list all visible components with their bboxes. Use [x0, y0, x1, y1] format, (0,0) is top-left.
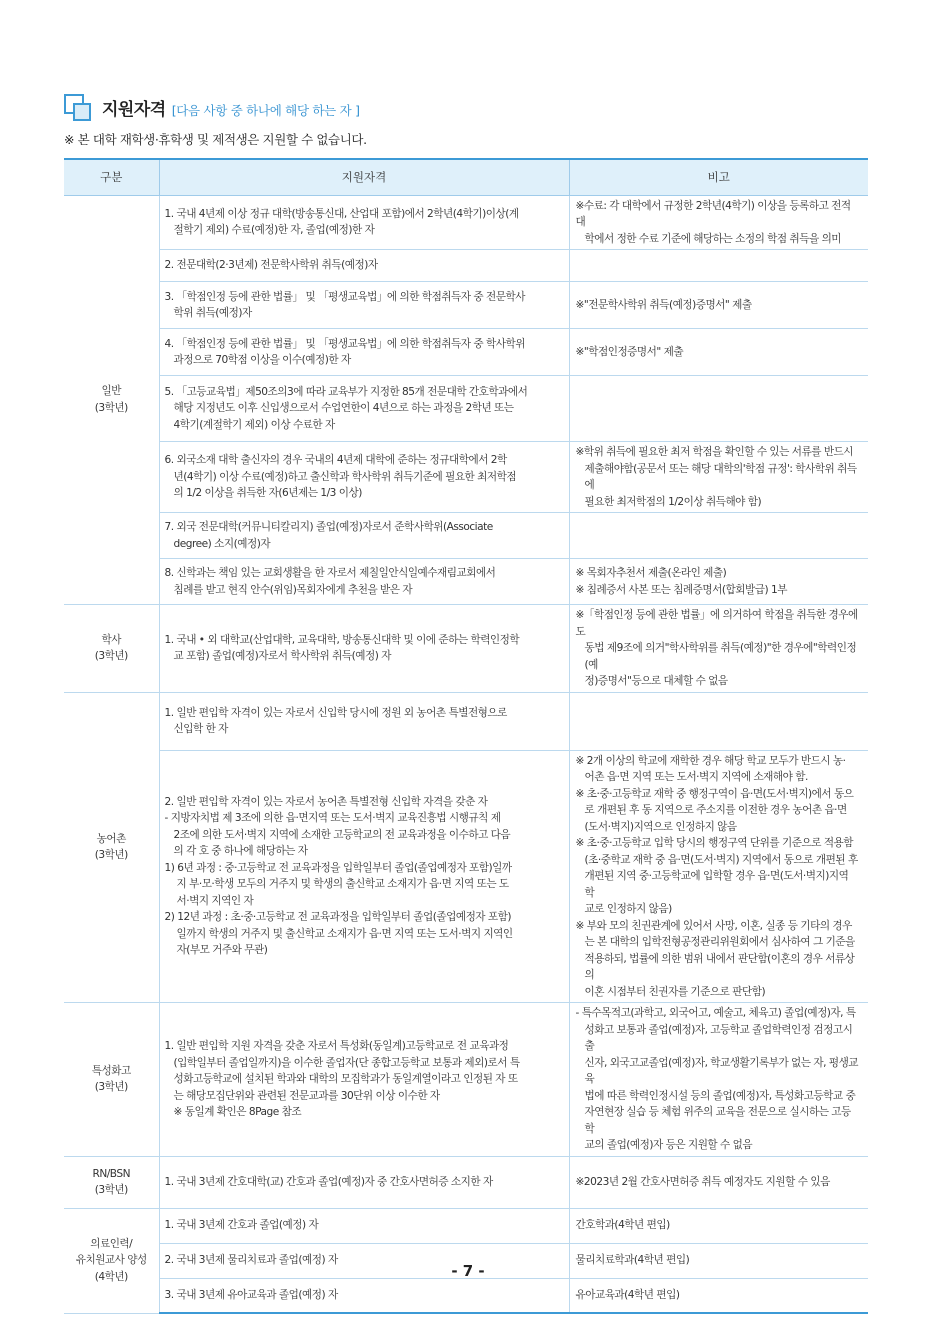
remark-cell — [569, 1156, 868, 1208]
qualification-text: 1. 일반 편입학 자격이 있는 자로서 신입학 당시에 정원 외 농어촌 특별전형으로 — [164, 706, 507, 719]
remark-text: (초·중학교 재학 중 읍·면(도서·벽지) 지역에서 동으로 개편된 후 — [584, 853, 858, 866]
remark-text: 간호학과(4학년 편입) — [575, 1219, 670, 1232]
category-cell — [64, 1156, 159, 1208]
table-row — [64, 282, 868, 329]
qualification-text: 절학기 제외) 수료(예정)한 자, 졸업(예정)한 자 — [173, 224, 375, 237]
remark-text: ※"전문학사학위 취득(예정)증명서" 제출 — [575, 298, 752, 311]
section-square-icon — [64, 94, 94, 122]
category-label: 일반 — [101, 385, 121, 398]
remark-text: 자연현장 실습 등 체험 위주의 교육을 전문으로 실시하는 고등학 — [584, 1106, 851, 1135]
remark-text: (도서·벽지)지역으로 인정하지 않음 — [584, 820, 737, 833]
qualification-text: 3. 국내 3년제 유아교육과 졸업(예정) 자 — [164, 1289, 338, 1301]
qualification-text: 교 포함) 졸업(예정)자로서 학사학위 취득(예정) 자 — [173, 650, 391, 663]
table-row — [64, 559, 868, 605]
remark-text: 필요한 최저학점의 1/2이상 취득해야 함) — [584, 495, 762, 508]
remark-text: 제출해야함(공문서 또는 해당 대학의'학점 규정': 학사학위 취득에 — [584, 462, 857, 491]
remark-text: ※ 초·중·고등학교 입학 당시의 행정구역 단위를 기준으로 적용함 — [575, 837, 854, 849]
qualification-text: 5. 「고등교육법」제50조의3에 따라 교육부가 지정한 85개 전문대학 간호학과에서 — [164, 385, 528, 398]
remark-cell — [569, 376, 868, 442]
remark-cell — [569, 329, 868, 376]
qualification-cell — [159, 250, 569, 282]
table-row — [64, 195, 868, 250]
table-row — [64, 1208, 868, 1243]
qualification-text: 4학기(계절학기 제외) 이상 수료한 자 — [173, 418, 335, 431]
remark-text: 정)증명서"등으로 대체할 수 없음 — [584, 675, 728, 687]
qualification-text: 지 부·모·학생 모두의 거주지 및 학생의 출신학교 소재지가 읍·면 지역 또는 도 — [176, 878, 509, 891]
qualification-text: 성화고등학교에 설치된 학과와 대학의 모집학과가 동일계열이라고 인정된 자 또 — [173, 1073, 518, 1085]
qualification-text: 침례를 받고 현직 안수(위임)목회자에게 추천을 받은 자 — [173, 583, 413, 596]
table-row — [64, 1003, 868, 1157]
remark-cell — [569, 692, 868, 750]
category-label: 유치원교사 양성 — [75, 1254, 147, 1267]
qualification-text: 3. 「학점인정 등에 관한 법률」 및 「평생교육법」에 의한 학점취득자 중 전문학사 — [164, 290, 525, 303]
qualification-text: 학위 취득(예정)자 — [173, 307, 252, 319]
table-row — [64, 692, 868, 750]
notice-text: ※ 본 대학 재학생·휴학생 및 제적생은 지원할 수 없습니다. — [64, 132, 367, 147]
remark-text: - 특수목적고(과학고, 외국어고, 예술고, 체육고) 졸업(예정)자, 특 — [575, 1007, 856, 1019]
remark-text: ※ 2개 이상의 학교에 재학한 경우 해당 학교 모두가 반드시 농· — [575, 754, 846, 767]
qualification-text: 1. 일반 편입학 지원 자격을 갖춘 자로서 특성화(동일계)고등학교로 전 교육과정 — [164, 1040, 509, 1052]
remark-cell — [569, 605, 868, 693]
remark-cell — [569, 513, 868, 559]
category-label: RN/BSN — [92, 1167, 131, 1180]
remark-text: 성화고 보통과 졸업(예정)자, 고등학교 졸업학력인정 검정고시출 — [584, 1023, 853, 1052]
remark-text: ※2023년 2월 간호사면허증 취득 예정자도 지원할 수 있음 — [575, 1175, 830, 1188]
header-category: 구분 — [64, 159, 159, 195]
qualification-text: 1. 국내 • 외 대학교(산업대학, 교육대학, 방송통신대학 및 이에 준하는 학력인정학 — [164, 633, 520, 646]
remark-cell — [569, 1208, 868, 1243]
qualification-text: 과정으로 70학점 이상을 이수(예정)한 자 — [173, 354, 351, 366]
remark-text: ※「학점인정 등에 관한 법률」에 의거하여 학점을 취득한 경우에도 — [575, 609, 858, 638]
qualification-cell — [159, 329, 569, 376]
qualification-text: 의 1/2 이상을 취득한 자(6년제는 1/3 이상) — [173, 487, 362, 500]
qualification-text: 1. 국내 3년제 간호과 졸업(예정) 자 — [164, 1219, 319, 1232]
remark-text: 로 개편된 후 동 지역으로 주소지를 이전한 경우 농어촌 읍·면 — [584, 804, 847, 816]
remark-text: 유아교육과(4학년 편입) — [575, 1289, 680, 1301]
qualification-cell — [159, 376, 569, 442]
header-qualification: 지원자격 — [159, 159, 569, 195]
qualification-text: degree) 소지(예정)자 — [173, 537, 271, 550]
remark-text: ※학위 취득에 필요한 최저 학점을 확인할 수 있는 서류를 반드시 — [575, 446, 854, 458]
remark-cell — [569, 442, 868, 513]
remark-cell — [569, 1278, 868, 1313]
category-label: 의료인력/ — [90, 1237, 133, 1250]
header-remarks: 비고 — [569, 159, 868, 195]
qualification-text: 일까지 학생의 거주지 및 출신학교 소재지가 읍·면 지역 또는 도서·벽지 지역인 — [176, 927, 513, 940]
category-label: (3학년) — [94, 401, 128, 414]
category-label: 학사 — [101, 633, 121, 646]
qualification-text: 7. 외국 전문대학(커뮤니티칼리지) 졸업(예정)자로서 준학사학위(Associate — [164, 521, 493, 533]
remark-text: ※ 부와 모의 친권관계에 있어서 사망, 이혼, 실종 등 기타의 경우 — [575, 919, 852, 932]
eligibility-table — [64, 158, 868, 1314]
category-label: 농어촌 — [96, 832, 126, 845]
remark-cell — [569, 1003, 868, 1157]
category-cell — [64, 1208, 159, 1313]
remark-text: 신자, 외국고교졸업(예정)자, 학교생활기록부가 없는 자, 평생교육 — [584, 1056, 859, 1085]
table-row — [64, 376, 868, 442]
remark-text: 이혼 시점부터 친권자를 기준으로 판단함) — [584, 985, 766, 998]
qualification-text: 서·벽지 지역인 자 — [176, 894, 254, 907]
remark-text: 학에서 정한 수료 기준에 해당하는 소정의 학점 취득을 의미 — [584, 232, 842, 245]
section-subtitle: [다음 사항 중 하나에 해당 하는 자 ] — [171, 103, 360, 118]
remark-text: 동법 제9조에 의거"학사학위를 취득(예정)"한 경우에"학력인정(예 — [584, 642, 857, 671]
qualification-cell — [159, 282, 569, 329]
table-row — [64, 605, 868, 693]
qualification-cell — [159, 1208, 569, 1243]
qualification-cell — [159, 692, 569, 750]
remark-text: 개편된 지역 중·고등학교에 입학할 경우 읍·면(도서·벽지)지역 학 — [584, 870, 849, 899]
qualification-text: 6. 외국소재 대학 출신자의 경우 국내의 4년제 대학에 준하는 정규대학에서 2학 — [164, 454, 507, 467]
category-cell — [64, 1003, 159, 1157]
table-row — [64, 750, 868, 1003]
remark-cell — [569, 250, 868, 282]
category-label: (3학년) — [94, 1081, 128, 1094]
table-header-row — [64, 159, 868, 195]
qualification-cell — [159, 559, 569, 605]
category-label: (3학년) — [94, 650, 128, 663]
qualification-text: 8. 신학과는 책임 있는 교회생활을 한 자로서 제칠일안식일예수재림교회에서 — [164, 567, 496, 579]
remark-cell — [569, 282, 868, 329]
remark-text: ※ 초·중·고등학교 재학 중 행정구역이 읍·면(도서·벽지)에서 동으 — [575, 787, 854, 800]
category-cell — [64, 605, 159, 693]
table-row — [64, 1278, 868, 1313]
qualification-cell — [159, 1003, 569, 1157]
remark-text: 물리치료학과(4학년 편입) — [575, 1254, 690, 1267]
qualification-cell — [159, 1278, 569, 1313]
remark-text: 교로 인정하지 않음) — [584, 903, 672, 915]
qualification-text: 년(4학기) 이상 수료(예정)하고 출신학과 학사학위 취득기준에 필요한 최저학점 — [173, 470, 517, 483]
qualification-text: 는 해당모집단위와 관련된 전문교과를 30단위 이상 이수한 자 — [173, 1089, 440, 1102]
remark-text: 어촌 읍·면 지역 또는 도서·벽지 지역에 소재해야 함. — [584, 771, 808, 783]
qualification-cell — [159, 195, 569, 250]
qualification-text: 2. 일반 편입학 자격이 있는 자로서 농어촌 특별전형 신입학 자격을 갖춘 자 — [164, 795, 488, 808]
table-row — [64, 1156, 868, 1208]
table-row — [64, 250, 868, 282]
qualification-text: 1. 국내 3년제 간호대학(교) 간호과 졸업(예정)자 중 간호사면허증 소지한 자 — [164, 1175, 493, 1188]
qualification-text: 자(부모 거주와 무관) — [176, 944, 268, 957]
qualification-text: 2. 전문대학(2·3년제) 전문학사학위 취득(예정)자 — [164, 259, 378, 272]
qualification-text: 해당 지정년도 이후 신입생으로서 수업연한이 4년으로 하는 과정을 2학년 또는 — [173, 402, 514, 415]
section-heading — [64, 92, 360, 122]
qualification-cell — [159, 442, 569, 513]
category-label: 특성화고 — [91, 1064, 131, 1077]
remark-text: 법에 따른 학력인정시설 등의 졸업(예정)자, 특성화고등학교 중 — [584, 1089, 856, 1102]
qualification-text: ※ 동일계 확인은 8Page 참조 — [173, 1106, 302, 1118]
qualification-cell — [159, 1156, 569, 1208]
qualification-cell — [159, 513, 569, 559]
qualification-text: 4. 「학점인정 등에 관한 법률」 및 「평생교육법」에 의한 학점취득자 중 학사학위 — [164, 337, 525, 350]
remark-text: 는 본 대학의 입학전형공정관리위원회에서 심사하여 그 기준을 — [584, 936, 855, 948]
remark-cell — [569, 750, 868, 1003]
remark-cell — [569, 559, 868, 605]
qualification-cell — [159, 605, 569, 693]
category-label: (4학년) — [94, 1270, 128, 1283]
section-title: 지원자격 — [102, 100, 166, 120]
remark-text: 교의 졸업(예정)자 등은 지원할 수 없음 — [584, 1139, 753, 1151]
table-row — [64, 442, 868, 513]
category-cell — [64, 692, 159, 1003]
page-number: - 7 - — [451, 1262, 485, 1280]
remark-text: ※ 목회자추천서 제출(온라인 제출) — [575, 567, 727, 579]
qualification-text: (입학일부터 졸업일까지)을 이수한 졸업자(단 종합고등학교 보통과 제외)로서 특 — [173, 1056, 520, 1069]
qualification-text: 2) 12년 과정 : 초·중·고등학교 전 교육과정을 입학일부터 졸업(졸업예정자 포함) — [164, 911, 512, 924]
qualification-text: - 지방자치법 제 3조에 의한 읍·면지역 또는 도서·벽지 교육진흥법 시행규칙 제 — [164, 812, 501, 825]
remark-text: 적용하되, 법률에 의한 범위 내에서 판단함(이혼의 경우 서류상의 — [584, 952, 855, 981]
remark-text: ※수료: 각 대학에서 규정한 2학년(4학기) 이상을 등록하고 전적대 — [575, 199, 851, 228]
remark-text: ※"학점인정증명서" 제출 — [575, 345, 684, 358]
category-label: (3학년) — [94, 1184, 128, 1196]
remark-cell — [569, 195, 868, 250]
table-row — [64, 513, 868, 559]
qualification-text: 2조에 의한 도서·벽지 지역에 소재한 고등학교의 전 교육과정을 이수하고 다음 — [173, 828, 511, 841]
qualification-text: 2. 국내 3년제 물리치료과 졸업(예정) 자 — [164, 1254, 338, 1267]
qualification-text: 1) 6년 과정 : 중·고등학교 전 교육과정을 입학일부터 졸업(졸업예정자 포함)일까 — [164, 861, 512, 874]
qualification-cell — [159, 750, 569, 1003]
remark-text: ※ 침례증서 사본 또는 침례증명서(합회발급) 1부 — [575, 583, 787, 596]
qualification-text: 의 각 호 중 하나에 해당하는 자 — [173, 845, 308, 858]
table-row — [64, 329, 868, 376]
category-label: (3학년) — [94, 849, 128, 862]
category-cell — [64, 195, 159, 605]
qualification-text: 1. 국내 4년제 이상 정규 대학(방송통신대, 산업대 포함)에서 2학년(4학기)이상(계 — [164, 207, 519, 220]
qualification-text: 신입학 한 자 — [173, 723, 228, 735]
